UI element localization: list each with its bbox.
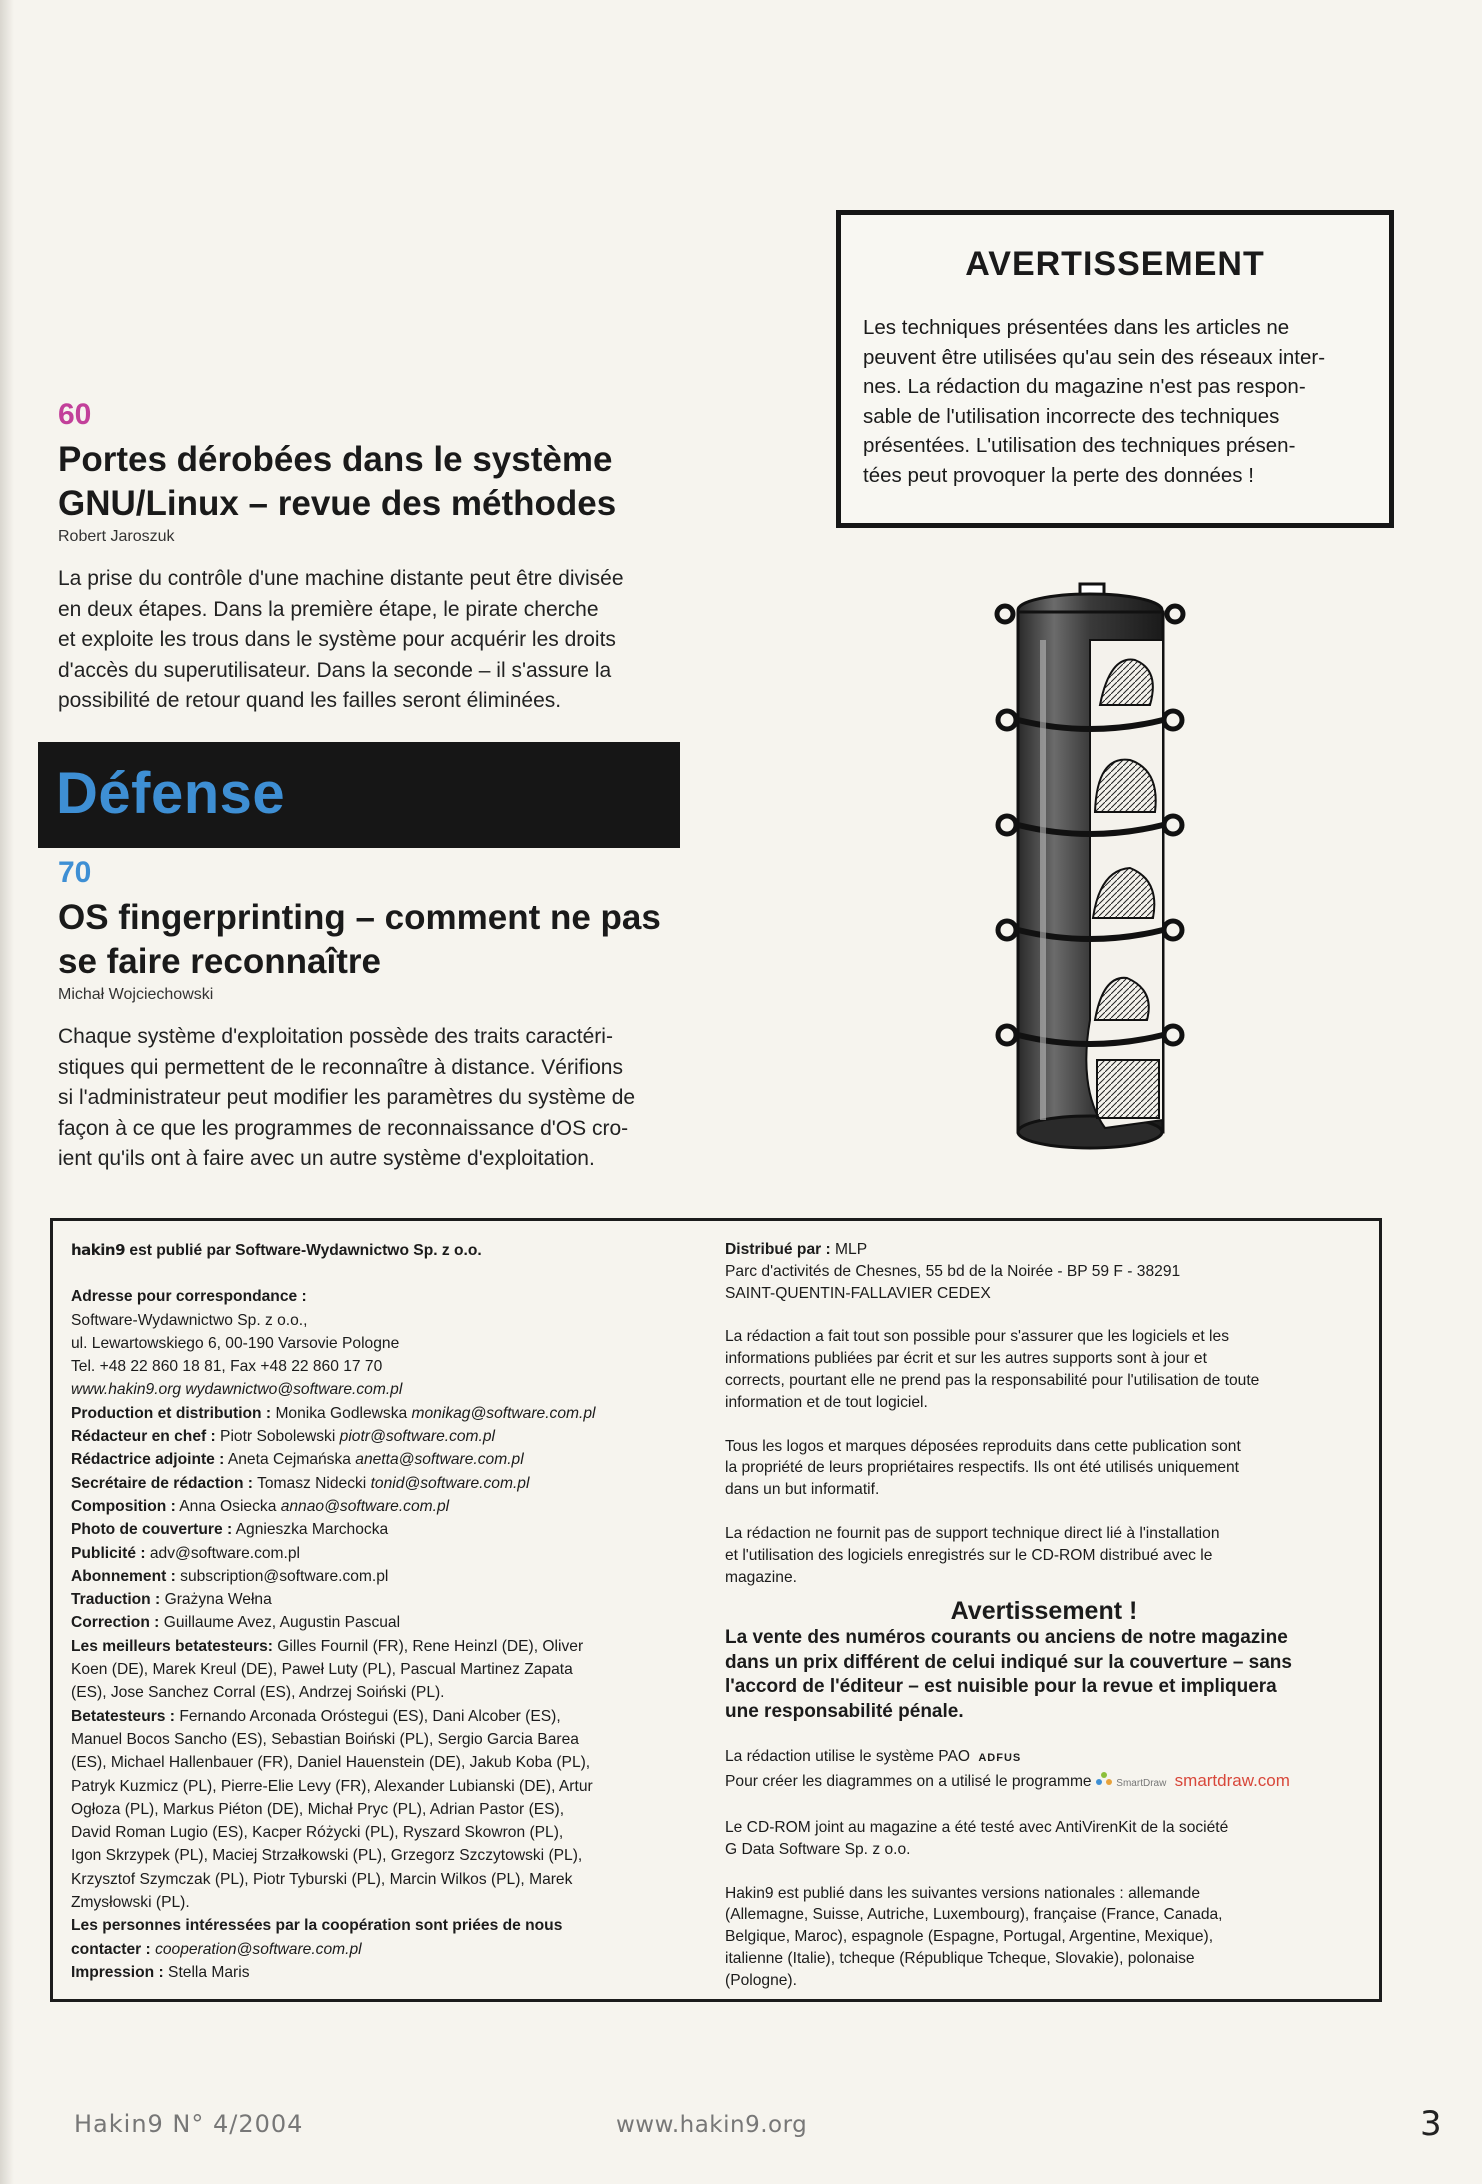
- address-line: ul. Lewartowskiego 6, 00-190 Varsovie Pologne: [71, 1334, 400, 1352]
- credit-role: [71, 1588, 711, 1611]
- role-value: Grażyna Wełna: [160, 1591, 272, 1609]
- paragraph-line: une responsabilité pénale.: [725, 1700, 964, 1722]
- credit-role: [71, 1518, 711, 1541]
- article-60: [58, 398, 698, 717]
- credit-role: [71, 1542, 711, 1565]
- cooperation-line: Les personnes intéressées par la coopération sont priées de nous: [71, 1917, 563, 1935]
- support-paragraph: [725, 1523, 1363, 1588]
- credit-role: [71, 1425, 711, 1448]
- distribution-line: [725, 1239, 1363, 1261]
- paragraph-line: la propriété de leurs propriétaires respectifs. Ils ont été utilisés uniquement: [725, 1459, 1239, 1477]
- paragraph-line: information et de tout logiciel.: [725, 1393, 928, 1411]
- role-value: Anna Osiecka: [175, 1497, 281, 1515]
- paragraph-line: et l'utilisation des logiciels enregistrés sur le CD-ROM distribué avec le: [725, 1546, 1213, 1564]
- pao-text: La rédaction utilise le système PAO: [725, 1748, 970, 1766]
- summary-line: et exploite les trous dans le système pour acquérir les droits: [58, 628, 616, 651]
- paragraph-line: informations publiées par écrit et sur les autres supports sont à jour et: [725, 1350, 1207, 1368]
- sale-warning-text: [725, 1626, 1363, 1724]
- sale-warning-title: Avertissement !: [950, 1597, 1138, 1626]
- brand-logo-text: hakin9: [71, 1241, 126, 1259]
- article-title: [58, 438, 698, 526]
- role-label: Publicité :: [71, 1544, 146, 1562]
- testers-text: (ES), Jose Sanchez Corral (ES), Andrzej Soiński (PL).: [71, 1684, 445, 1702]
- warning-line: Les techniques présentées dans les articles ne: [863, 316, 1290, 339]
- paragraph-line: (Pologne).: [725, 1971, 797, 1989]
- role-label: Photo de couverture :: [71, 1521, 233, 1539]
- steamer-illustration: [985, 580, 1195, 1170]
- testers-text: Krzysztof Szymczak (PL), Piotr Tyburski (PL), Marcin Wilkos (PL), Marek: [71, 1870, 573, 1888]
- article-author: Robert Jaroszuk: [58, 528, 175, 545]
- role-email: anetta@software.com.pl: [355, 1451, 524, 1469]
- address-line: Software-Wydawnictwo Sp. z o.o.,: [71, 1311, 308, 1329]
- role-value: adv@software.com.pl: [145, 1544, 301, 1562]
- role-label: Correction :: [71, 1614, 160, 1632]
- role-label: Rédacteur en chef :: [71, 1428, 216, 1446]
- summary-line: en deux étapes. Dans la première étape, le pirate cherche: [58, 597, 599, 621]
- role-value: Piotr Sobolewski: [215, 1428, 340, 1446]
- distribution-address: Parc d'activités de Chesnes, 55 bd de la Noirée - BP 59 F - 38291: [725, 1262, 1181, 1280]
- warning-line: nes. La rédaction du magazine n'est pas respon-: [863, 375, 1306, 398]
- paragraph-line: Le CD-ROM joint au magazine a été testé avec AntiVirenKit de la société: [725, 1818, 1229, 1836]
- article-title: [58, 896, 698, 984]
- credit-role: [71, 1565, 711, 1588]
- testers-text: Zmysłowski (PL).: [71, 1894, 190, 1912]
- print-line: [71, 1961, 711, 1984]
- paragraph-line: Belgique, Maroc), espagnole (Espagne, Portugal, Argentine, Mexique),: [725, 1928, 1214, 1946]
- article-summary: [58, 1022, 698, 1175]
- credits-left-column: [71, 1239, 711, 1984]
- distribution-address: SAINT-QUENTIN-FALLAVIER CEDEX: [725, 1284, 991, 1302]
- testers-text: Patryk Kuzmicz (PL), Pierre-Elie Levy (FR), Alexander Lubianski (DE), Artur: [71, 1777, 593, 1795]
- testers-text: Fernando Arconada Oróstegui (ES), Dani Alcober (ES),: [175, 1707, 561, 1725]
- role-label: Secrétaire de rédaction :: [71, 1474, 254, 1492]
- page-spine-shadow: [0, 0, 14, 2184]
- paragraph-line: G Data Software Sp. z o.o.: [725, 1840, 911, 1858]
- cooperation-contact: [71, 1938, 711, 1961]
- credit-role: [71, 1472, 711, 1495]
- smartdraw-icon: [1096, 1771, 1112, 1793]
- print-value: Stella Maris: [163, 1963, 250, 1981]
- warning-line: présentées. L'utilisation des techniques présen-: [863, 434, 1296, 457]
- footer-website[interactable]: www.hakin9.org: [616, 2112, 808, 2138]
- role-value: Monika Godlewska: [271, 1404, 412, 1422]
- summary-line: La prise du contrôle d'une machine distante peut être divisée: [58, 567, 624, 590]
- best-testers-label: Les meilleurs betatesteurs:: [71, 1637, 273, 1655]
- testers-text: Ogłoza (PL), Markus Piéton (DE), Michał Pryc (PL), Adrian Pastor (ES),: [71, 1800, 565, 1818]
- role-label: Composition :: [71, 1497, 176, 1515]
- print-label: Impression :: [71, 1963, 164, 1981]
- adfus-logo: ADFUS: [978, 1752, 1022, 1765]
- role-email: monikag@software.com.pl: [411, 1404, 596, 1422]
- paragraph-line: corrects, pourtant elle ne prend pas la responsabilité pour l'utilisation de toute: [725, 1371, 1260, 1389]
- testers-text: Igon Skrzypek (PL), Maciej Strzałkowski (PL), Grzegorz Szczytowski (PL),: [71, 1847, 583, 1865]
- paragraph-line: La vente des numéros courants ou anciens de notre magazine: [725, 1627, 1288, 1649]
- best-testers-line: [71, 1635, 711, 1658]
- warning-box: [836, 210, 1394, 528]
- trademark-paragraph: [725, 1436, 1363, 1501]
- role-email: piotr@software.com.pl: [339, 1428, 496, 1446]
- diagram-text: Pour créer les diagrammes on a utilisé le programme: [725, 1773, 1092, 1791]
- paragraph-line: Hakin9 est publié dans les suivantes versions nationales : allemande: [725, 1884, 1201, 1902]
- disclaimer-paragraph: [725, 1326, 1363, 1413]
- role-label: Abonnement :: [71, 1567, 176, 1585]
- page-number: 3: [1420, 2104, 1442, 2144]
- smartdraw-small-logo: SmartDraw: [1116, 1778, 1167, 1790]
- testers-text: Koen (DE), Marek Kreul (DE), Paweł Luty (PL), Pascual Martinez Zapata: [71, 1661, 573, 1679]
- article-70: [58, 856, 698, 1175]
- warning-title: AVERTISSEMENT: [965, 245, 1265, 283]
- warning-line: sable de l'utilisation incorrecte des techniques: [863, 404, 1280, 428]
- section-banner: [38, 742, 680, 848]
- testers-text: (ES), Michael Hallenbauer (FR), Daniel Hauenstein (DE), Jakub Koba (PL),: [71, 1754, 591, 1772]
- role-email: annao@software.com.pl: [280, 1497, 450, 1515]
- article-title-line: OS fingerprinting – comment ne pas: [58, 898, 661, 937]
- role-value: Aneta Cejmańska: [224, 1451, 356, 1469]
- role-value: Agnieszka Marchocka: [232, 1521, 389, 1539]
- credits-right-column: [725, 1239, 1363, 1992]
- summary-line: Chaque système d'exploitation possède des traits caractéri-: [58, 1025, 613, 1048]
- testers-text: David Roman Lugio (ES), Kacper Różycki (PL), Ryszard Skowron (PL),: [71, 1824, 564, 1842]
- summary-line: stiques qui permettent de le reconnaître à distance. Vérifions: [58, 1055, 623, 1079]
- distribution-label: Distribué par :: [725, 1241, 831, 1258]
- paragraph-line: dans un prix différent de celui indiqué sur la couverture – sans: [725, 1651, 1292, 1673]
- article-title-line: Portes dérobées dans le système: [58, 440, 613, 479]
- article-title-line: GNU/Linux – revue des méthodes: [58, 484, 617, 523]
- warning-text: [863, 313, 1371, 490]
- role-label: Rédactrice adjointe :: [71, 1451, 225, 1469]
- paragraph-line: La rédaction a fait tout son possible pour s'assurer que les logiciels et les: [725, 1328, 1229, 1346]
- role-email: tonid@software.com.pl: [370, 1474, 530, 1492]
- paragraph-line: l'accord de l'éditeur – est nuisible pour la revue et impliquera: [725, 1676, 1277, 1698]
- credit-role: [71, 1402, 711, 1425]
- paragraph-line: dans un but informatif.: [725, 1481, 880, 1499]
- summary-line: possibilité de retour quand les failles seront éliminées.: [58, 689, 562, 712]
- web-line: www.hakin9.org wydawnictwo@software.com.pl: [71, 1381, 403, 1399]
- warning-line: tées peut provoquer la perte des données !: [863, 463, 1254, 487]
- article-number: 70: [58, 856, 92, 889]
- role-value: Guillaume Avez, Augustin Pascual: [159, 1614, 401, 1632]
- address-line: Tel. +48 22 860 18 81, Fax +48 22 860 17 70: [71, 1358, 383, 1376]
- credit-role: [71, 1611, 711, 1634]
- testers-text: Gilles Fournil (FR), Rene Heinzl (DE), Oliver: [272, 1637, 584, 1655]
- smartdraw-logo: smartdraw.com: [1174, 1771, 1290, 1791]
- article-title-line: se faire reconnaître: [58, 942, 381, 981]
- summary-line: d'accès du superutilisateur. Dans la seconde – il s'assure la: [58, 658, 612, 682]
- address-label: Adresse pour correspondance :: [71, 1288, 307, 1306]
- paragraph-line: (Allemagne, Suisse, Autriche, Luxembourg), française (France, Canada,: [725, 1906, 1223, 1924]
- role-label: Traduction :: [71, 1591, 161, 1609]
- credit-role: [71, 1448, 711, 1471]
- article-author: Michał Wojciechowski: [58, 986, 214, 1003]
- credit-role: [71, 1495, 711, 1518]
- versions-paragraph: [725, 1883, 1363, 1992]
- article-summary: [58, 564, 698, 717]
- testers-line: [71, 1705, 711, 1728]
- diagram-line: [725, 1770, 1363, 1795]
- publisher-text: est publié par Software-Wydawnictwo Sp. z o.o.: [129, 1242, 482, 1259]
- footer-issue: Hakin9 N° 4/2004: [74, 2110, 304, 2138]
- cooperation-email: cooperation@software.com.pl: [150, 1940, 362, 1958]
- paragraph-line: La rédaction ne fournit pas de support technique direct lié à l'installation: [725, 1524, 1220, 1542]
- summary-line: ient qu'ils ont à faire avec un autre système d'exploitation.: [58, 1147, 595, 1170]
- warning-line: peuvent être utilisées qu'au sein des réseaux inter-: [863, 345, 1326, 369]
- credits-box: [50, 1218, 1382, 2002]
- section-label: Défense: [56, 761, 286, 826]
- publisher-line: [71, 1239, 711, 1262]
- testers-text: Manuel Bocos Sancho (ES), Sebastian Boiński (PL), Sergio Garcia Barea: [71, 1730, 579, 1748]
- summary-line: façon à ce que les programmes de reconnaissance d'OS cro-: [58, 1116, 629, 1140]
- role-value: Tomasz Nidecki: [253, 1474, 371, 1492]
- cooperation-label: contacter :: [71, 1940, 151, 1958]
- article-number: 60: [58, 398, 92, 431]
- paragraph-line: italienne (Italie), tcheque (République Tcheque, Slovakie), polonaise: [725, 1949, 1195, 1967]
- testers-label: Betatesteurs :: [71, 1707, 175, 1725]
- summary-line: si l'administrateur peut modifier les paramètres du système de: [58, 1086, 636, 1109]
- role-label: Production et distribution :: [71, 1404, 272, 1422]
- distribution-value: MLP: [830, 1241, 868, 1258]
- role-value: subscription@software.com.pl: [175, 1567, 389, 1585]
- pao-line: [725, 1746, 1363, 1770]
- paragraph-line: magazine.: [725, 1568, 797, 1586]
- paragraph-line: Tous les logos et marques déposées reproduits dans cette publication sont: [725, 1437, 1241, 1455]
